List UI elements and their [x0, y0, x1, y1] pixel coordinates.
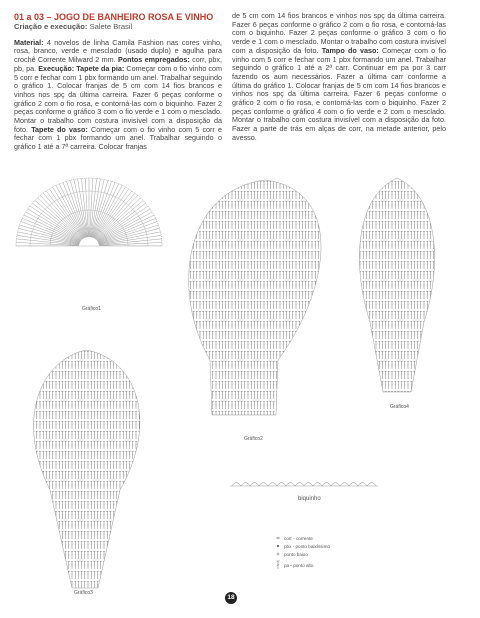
- chart-grafico3: [20, 345, 155, 596]
- picot-loop: [250, 483, 259, 487]
- legend-pa: pa - ponto alto: [284, 563, 314, 568]
- picot-loop: [340, 483, 349, 487]
- biquinho-label: biquinho: [298, 496, 321, 502]
- picot-loop: [232, 483, 241, 487]
- legend-pb: ponto baixo: [284, 552, 308, 557]
- legend-corr: corr - corrente: [284, 536, 313, 541]
- stitch-ray: [19, 221, 80, 243]
- chart-grafico4: [350, 175, 445, 410]
- article-credits: Criação e execução: Salete Brasil: [14, 22, 133, 31]
- picot-loop: [322, 483, 331, 487]
- article-title: 01 a 03 – JOGO DE BANHEIRO ROSA E VINHO: [14, 12, 214, 22]
- picot-loop: [313, 483, 322, 487]
- grafico2-label: Gráfico2: [244, 436, 263, 442]
- grafico3-label: Gráfico3: [74, 590, 93, 596]
- picot-loop: [367, 483, 376, 487]
- picot-loop: [241, 483, 250, 487]
- stitch-ray: [98, 218, 157, 243]
- chart-grafico1: [14, 176, 164, 312]
- stitch-legend: [277, 536, 331, 569]
- chart-biquinho: [230, 483, 378, 503]
- text-column-right: de 5 cm com 14 fios brancos e vinhos nos spç da última carreira. Fazer 6 peças conforme o gráfico 2 com o fio rosa, e contorná-las com o biquinho. Fazer 2 peças conforme o gráfico 3 com o fio verde e 1 com o mesclado. Montar o trabalho com costura invisível com a disposição da foto. Tampo do vaso: Começar com o fio vinho com 5 corr e fechar com 1 pbx formando um anel. Trabalhar seguindo o gráfico 1 até a 2ª carr. Continuar em pa por 3 carr fazendo os aum necessários. Fazer a última carr conforme a última do gráfico 1. Colocar franjas de 5 cm com 14 fios brancos e vinhos nos spç da última carreira. Fazer 6 peças conforme o gráfico 2 com o fio rosa, e contorná-las com o biquinho. Fazer 2 peças conforme o gráfico 4 com o fio verde e 2 com o mesclado. Montar o trabalho com costura invisível com a disposição da foto. Fazer a parte de trás em alças de corr, na metade anterior, pelo avesso.: [232, 11, 446, 142]
- biquinho-loops: [232, 483, 376, 487]
- pa-symbol: [277, 561, 280, 569]
- legend-pbx: pbx - ponto baixíssimo: [284, 544, 330, 549]
- picot-loop: [277, 483, 286, 487]
- corr-symbol: [277, 537, 280, 539]
- picot-loop: [331, 483, 340, 487]
- picot-loop: [304, 483, 313, 487]
- picot-loop: [259, 483, 268, 487]
- pbx-symbol: [277, 545, 279, 547]
- picot-loop: [295, 483, 304, 487]
- pb-symbol: [277, 553, 280, 556]
- picot-loop: [268, 483, 277, 487]
- picot-loop: [286, 483, 295, 487]
- grafico1-stitches: [14, 176, 164, 246]
- grafico4-label: Gráfico4: [390, 404, 409, 410]
- page-number: 18: [225, 592, 237, 604]
- stitch-ray: [98, 221, 159, 243]
- stitch-ray: [20, 218, 79, 243]
- picot-loop: [349, 483, 358, 487]
- chart-grafico2: [165, 175, 350, 442]
- instructions-paragraph: Material: 4 novelos de linha Camila Fashion nas cores vinho, rosa, branco, verde e mesclado (usado duplo) e agulha para crochê Corrente Milward 2 mm. Pontos empregados: corr, pbx, pb, pa. Execução: Tapete da pia: Começar com o fio vinho com 5 corr e fechar com 1 pbx formando um anel. Trabalhar seguindo o gráfico 1. Colocar franjas de 5 cm com 14 fios brancos e vinhos nos spç da última carreira. Fazer 6 peças conforme o gráfico 2 com o fio rosa, e contorná-las com o biquinho. Fazer 2 peças conforme o gráfico 3 com o fio verde e 1 com o mesclado. Montar o trabalho com costura invisível com a disposição da foto. Tapete do vaso: Começar com o fio vinho com 5 corr e fechar com 1 pbx formando um anel. Trabalhar seguindo o gráfico 1 até a 7ª carreira. Colocar franjas: [14, 37, 223, 152]
- picot-loop: [358, 483, 367, 487]
- grafico1-label: Gráfico1: [82, 306, 101, 312]
